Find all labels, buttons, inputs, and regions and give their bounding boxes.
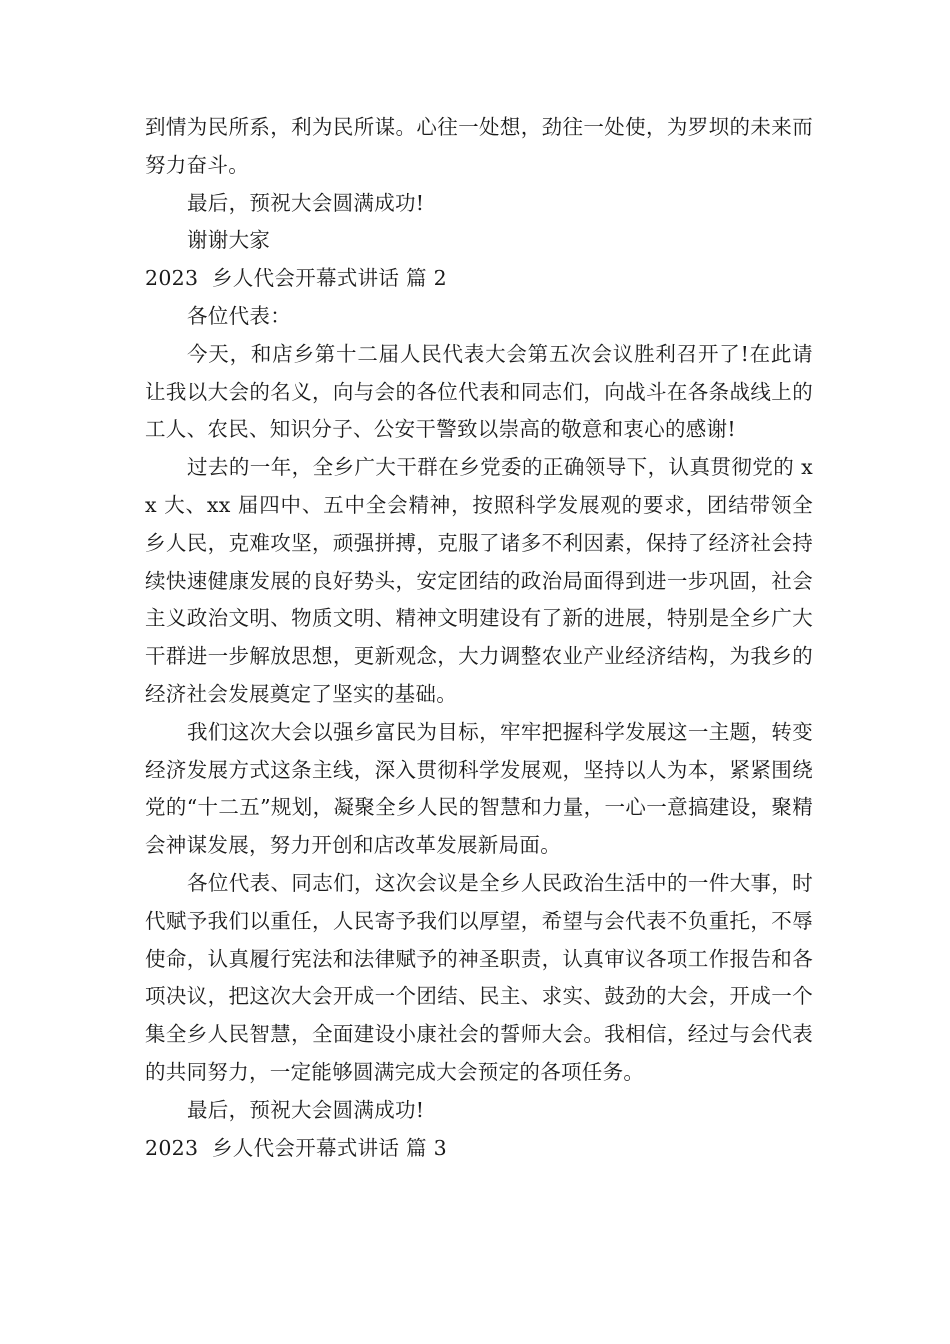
paragraph-continuation: 到情为民所系，利为民所谋。心往一处想，劲往一处使，为罗坝的未来而努力奋斗。 — [145, 115, 813, 177]
paragraph-thanks: 谢谢大家 — [187, 228, 271, 253]
paragraph-salutation: 各位代表： — [187, 303, 291, 328]
document-body — [145, 109, 813, 1167]
paragraph-closing-wish: 最后，预祝大会圆满成功! — [187, 190, 425, 215]
paragraph-past-year: 过去的一年，全乡广大干群在乡党委的正确领导下，认真贯彻党的 xx 大、xx 届四中、五中全会精神，按照科学发展观的要求，团结带领全乡人民，克难攻坚，顽强拼搏，克服了诸多不利因素，保持了经济社会持续快速健康发展的良好势头，安定团结的政治局面得到进一步巩固，社会主义政治文明、物质文明、精神文明建设有了新的进展，特别是全乡广大干群进一步解放思想，更新观念，大力调整农业产业经济结构，为我乡的经济社会发展奠定了坚实的基础。 — [145, 455, 813, 706]
paragraph-goals: 我们这次大会以强乡富民为目标，牢牢把握科学发展这一主题，转变经济发展方式这条主线，深入贯彻科学发展观，坚持以人为本，紧紧围绕党的“十二五”规划，凝聚全乡人民的智慧和力量，一心一意搞建设，聚精会神谋发展，努力开创和店改革发展新局面。 — [145, 719, 813, 858]
paragraph-final-wish: 最后，预祝大会圆满成功! — [187, 1097, 425, 1122]
section-heading-3: 2023 乡人代会开幕式讲话 篇 3 — [145, 1135, 447, 1160]
paragraph-opening: 今天，和店乡第十二届人民代表大会第五次会议胜利召开了!在此请让我以大会的名义，向与会的各位代表和同志们，向战斗在各条战线上的工人、农民、知识分子、公安干警致以崇高的敬意和衷心的感谢! — [145, 341, 813, 442]
paragraph-expectations: 各位代表、同志们，这次会议是全乡人民政治生活中的一件大事，时代赋予我们以重任，人民寄予我们以厚望，希望与会代表不负重托，不辱使命，认真履行宪法和法律赋予的神圣职责，认真审议各项工作报告和各项决议，把这次大会开成一个团结、民主、求实、鼓劲的大会，开成一个集全乡人民智慧，全面建设小康社会的誓师大会。我相信，经过与会代表的共同努力，一定能够圆满完成大会预定的各项任务。 — [145, 870, 813, 1084]
section-heading-2: 2023 乡人代会开幕式讲话 篇 2 — [145, 266, 447, 291]
